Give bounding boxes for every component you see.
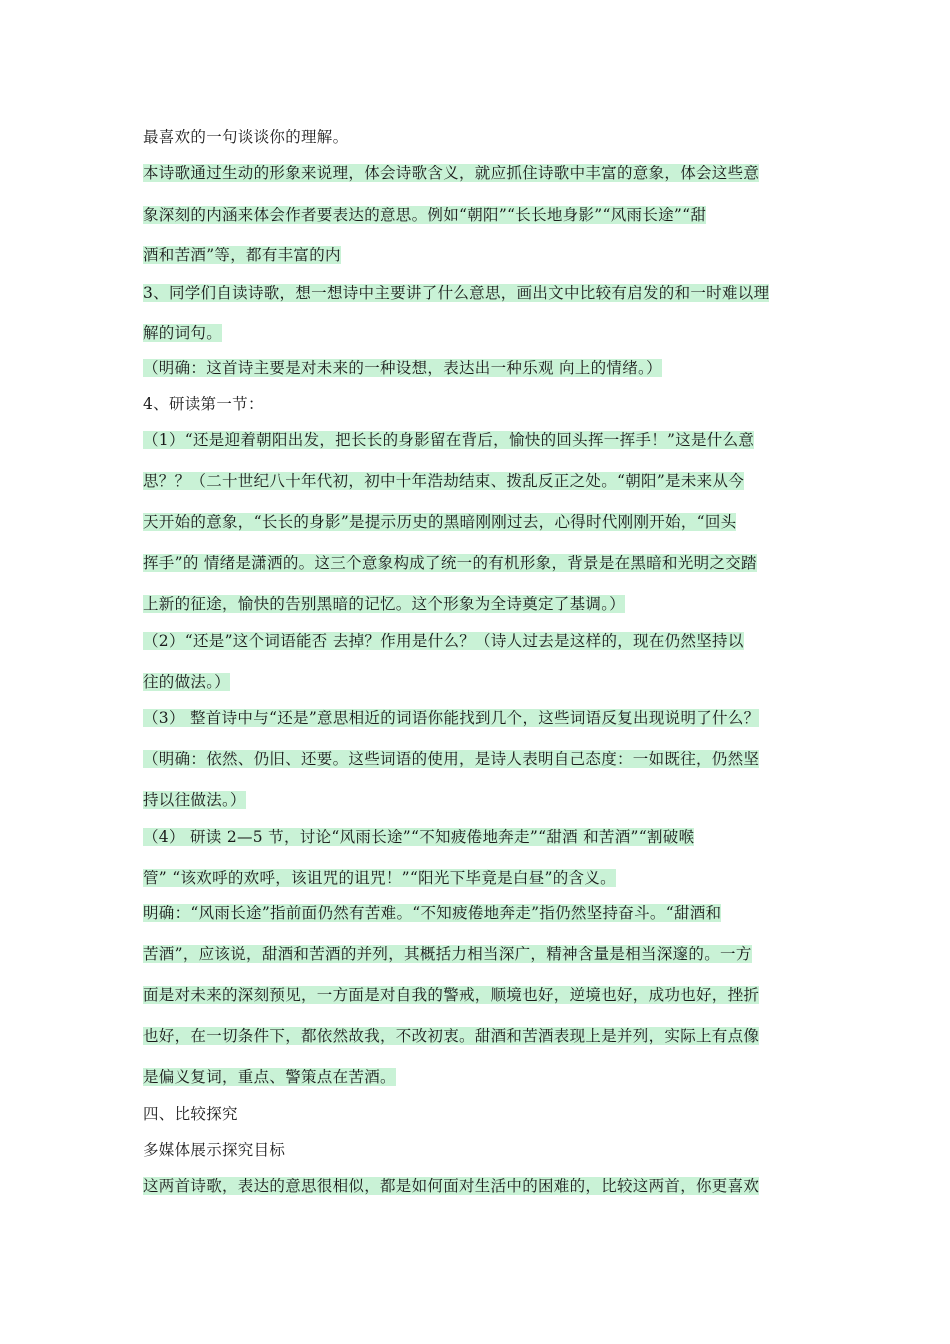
text-line: 管” “该欢呼的欢呼，该诅咒的诅咒！”“阳光下毕竟是白昼”的含义。	[143, 869, 616, 887]
text-line: 本诗歌通过生动的形象来说理，体会诗歌含义，就应抓住诗歌中丰富的意象，体会这些意	[143, 164, 760, 182]
text-line: 也好，在一切条件下，都依然故我，不改初衷。甜酒和苦酒表现上是并列，实际上有点像	[143, 1027, 760, 1045]
text-line: 挥手”的 情绪是潇洒的。这三个意象构成了统一的有机形象，背景是在黑暗和光明之交踏	[143, 554, 757, 572]
text-line: 这两首诗歌，表达的意思很相似，都是如何面对生活中的困难的，比较这两首，你更喜欢	[143, 1177, 760, 1195]
text-line: 酒和苦酒”等，都有丰富的内	[143, 246, 341, 264]
text-line: （3） 整首诗中与“还是”意思相近的词语你能找到几个，这些词语反复出现说明了什么？	[143, 709, 760, 727]
text-line: 解的词句。	[143, 324, 223, 342]
text-line: 持以往做法。）	[143, 791, 246, 809]
text-line: 最喜欢的一句谈谈你的理解。	[143, 128, 349, 146]
text-line: 4、研读第一节：	[143, 395, 264, 413]
text-line: （2）“还是”这个词语能否 去掉？作用是什么？（诗人过去是这样的，现在仍然坚持以	[143, 632, 744, 650]
text-line: 面是对未来的深刻预见，一方面是对自我的警戒，顺境也好，逆境也好，成功也好，挫折	[143, 986, 760, 1004]
text-line: （1）“还是迎着朝阳出发，把长长的身影留在背后，愉快的回头挥一挥手！”这是什么意	[143, 431, 755, 449]
text-line: （4） 研读 2—5 节，讨论“风雨长途”“不知疲倦地奔走”“甜酒 和苦酒”“割破喉	[143, 828, 695, 846]
text-line: 四、比较探究	[143, 1105, 238, 1123]
text-line: 思？？（二十世纪八十年代初，初中十年浩劫结束、拨乱反正之处。“朝阳”是未来从今	[143, 472, 745, 490]
text-line: 上新的征途，愉快的告别黑暗的记忆。这个形象为全诗奠定了基调。）	[143, 595, 626, 613]
text-line: 天开始的意象，“长长的身影”是提示历史的黑暗刚刚过去，心得时代刚刚开始，“回头	[143, 513, 737, 531]
text-line: 明确：“风雨长途”指前面仍然有苦难。“不知疲倦地奔走”指仍然坚持奋斗。“甜酒和	[143, 904, 722, 922]
text-line: （明确：这首诗主要是对未来的一种设想，表达出一种乐观 向上的情绪。）	[143, 359, 662, 377]
text-line: （明确：依然、仍旧、还要。这些词语的使用，是诗人表明自己态度：一如既往，仍然坚	[143, 750, 760, 768]
text-line: 象深刻的内涵来体会作者要表达的意思。例如“朝阳”“长长地身影”“风雨长途”“甜	[143, 206, 707, 224]
text-line: 3、同学们自读诗歌，想一想诗中主要讲了什么意思，画出文中比较有启发的和一时难以理	[143, 284, 770, 302]
text-line: 多媒体展示探究目标	[143, 1141, 286, 1159]
text-line: 苦酒”，应该说，甜酒和苦酒的并列，其概括力相当深广，精神含量是相当深邃的。一方	[143, 945, 752, 963]
text-line: 是偏义复词，重点、警策点在苦酒。	[143, 1068, 396, 1086]
text-line: 往的做法。）	[143, 673, 231, 691]
